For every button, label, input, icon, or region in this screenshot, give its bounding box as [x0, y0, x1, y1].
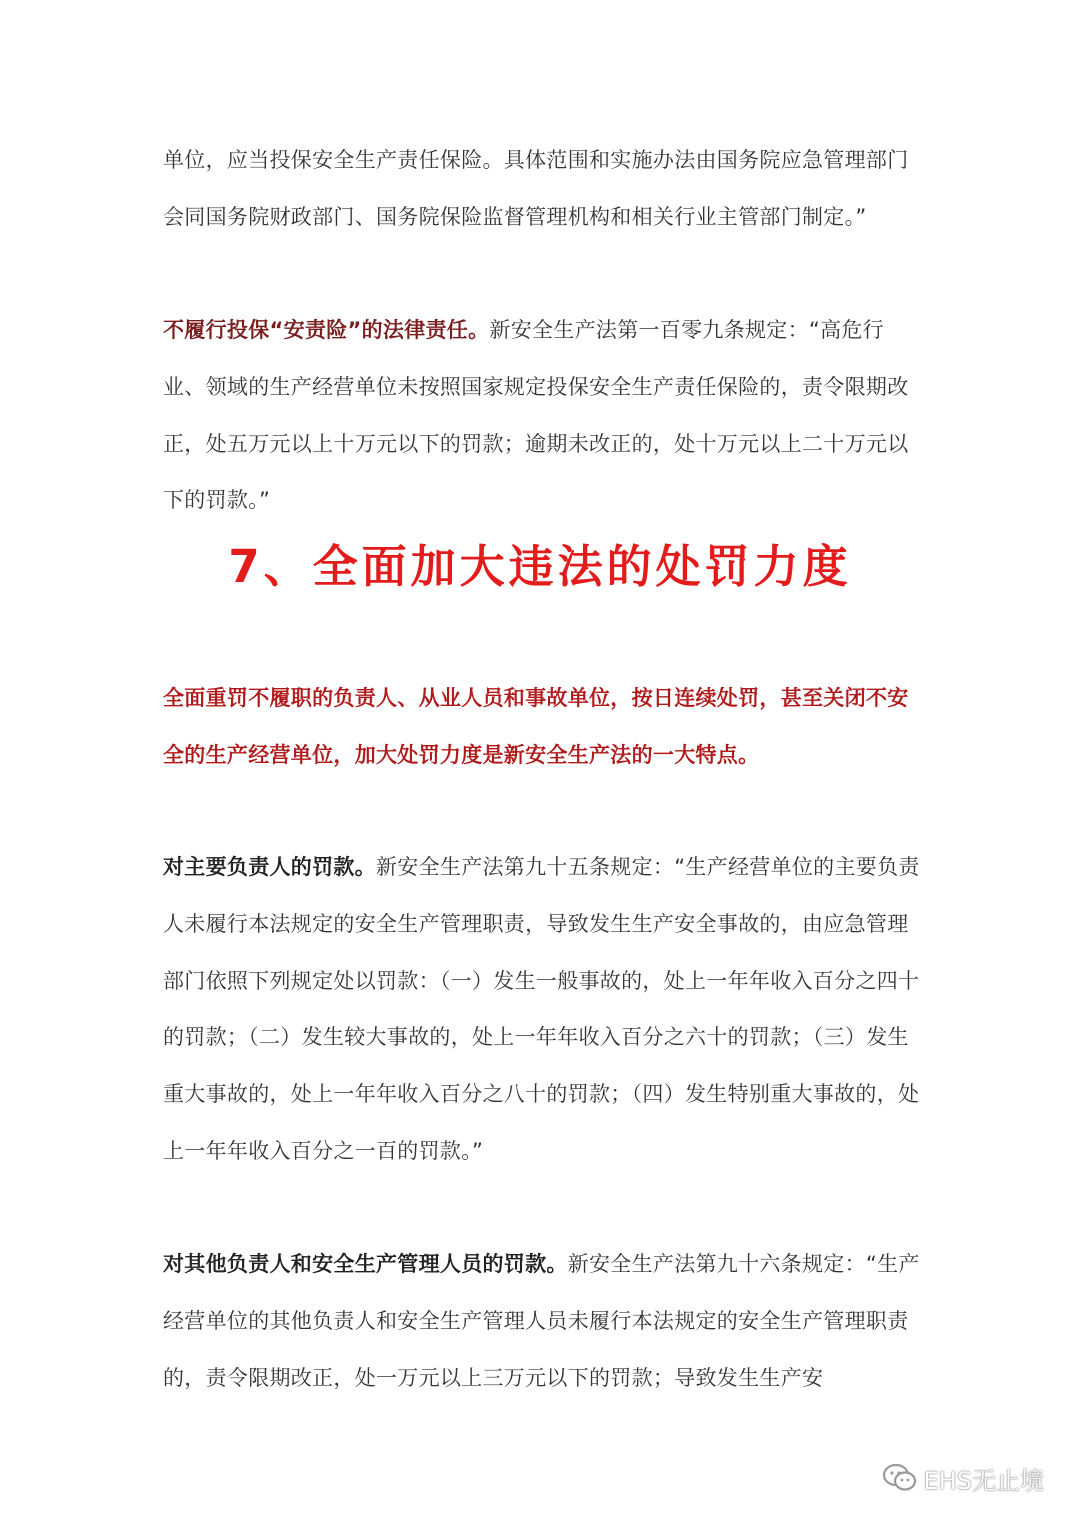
paragraph-text: 单位，应当投保安全生产责任保险。具体范围和实施办法由国务院应急管理部门会同国务院财政部门、国务院保险监督管理机构和相关行业主管部门制定。” — [163, 148, 909, 229]
paragraph-other-manager-fines — [163, 1236, 923, 1406]
paragraph-penalty-summary — [163, 670, 923, 784]
paragraph-insurance-scope — [163, 132, 923, 246]
watermark — [882, 1456, 1044, 1500]
section-heading: 7、全面加大违法的处罚力度 — [228, 540, 852, 593]
watermark-text: EHS无止境 — [923, 1466, 1044, 1495]
paragraph-text: 全面重罚不履职的负责人、从业人员和事故单位，按日连续处罚，甚至关闭不安全的生产经营单位，加大处罚力度是新安全生产法的一大特点。 — [163, 686, 909, 767]
paragraph-text: 新安全生产法第一百零九条规定：“高危行业、领域的生产经营单位未按照国家规定投保安全生产责任保险的，责令限期改正，处五万元以上十万元以下的罚款；逾期未改正的，处十万元以上二十万元以下的罚款。” — [163, 318, 909, 513]
paragraph-lead: 不履行投保“安责险”的法律责任。 — [163, 318, 490, 342]
paragraph-lead: 对其他负责人和安全生产管理人员的罚款。 — [163, 1252, 568, 1276]
paragraph-principal-fines — [163, 839, 923, 1180]
paragraph-insurance-liability — [163, 302, 923, 529]
wechat-icon — [882, 1463, 918, 1493]
paragraph-text: 新安全生产法第九十六条规定：“生产经营单位的其他负责人和安全生产管理人员未履行本法规定的安全生产管理职责的，责令限期改正，处一万元以上三万元以下的罚款；导致发生生产安 — [163, 1252, 920, 1390]
paragraph-lead: 对主要负责人的罚款。 — [163, 855, 376, 879]
paragraph-text: 新安全生产法第九十五条规定：“生产经营单位的主要负责人未履行本法规定的安全生产管理职责，导致发生生产安全事故的，由应急管理部门依照下列规定处以罚款：（一）发生一般事故的，处上一年年收入百分之四十的罚款；（二）发生较大事故的，处上一年年收入百分之六十的罚款；（三）发生重大事故的，处上一年年收入百分之八十的罚款；（四）发生特别重大事故的，处上一年年收入百分之一百的罚款。” — [163, 855, 920, 1163]
